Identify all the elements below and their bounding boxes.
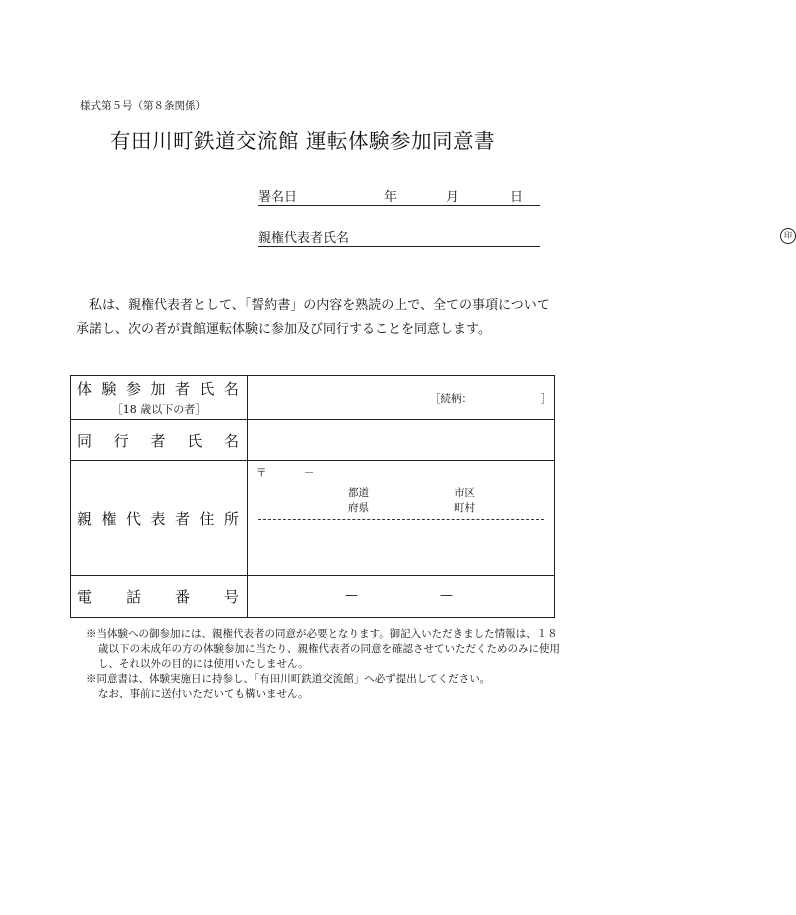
guardian-address-field[interactable] bbox=[248, 461, 555, 576]
guardian-name-label: 親権代表者氏名 bbox=[258, 231, 350, 246]
companion-name-label: 同 行 者 氏 名 bbox=[77, 431, 239, 450]
day-label: 日 bbox=[510, 190, 524, 205]
participant-name-field[interactable] bbox=[248, 376, 555, 420]
year-label: 年 bbox=[384, 190, 398, 205]
signature-date-line[interactable] bbox=[258, 186, 540, 206]
prefecture-bottom: 府県 bbox=[348, 502, 369, 514]
page-title: 有田川町鉄道交流館 運転体験参加同意書 bbox=[110, 129, 496, 153]
phone-label: 電 話 番 号 bbox=[77, 588, 239, 606]
participant-age-note: ［18 歳以下の者］ bbox=[111, 403, 207, 416]
participant-name-label: 体 験 参 加 者 氏 名 bbox=[77, 380, 239, 398]
form-number: 様式第５号（第８条関係） bbox=[80, 100, 206, 112]
signature-date-label: 署名日 bbox=[258, 190, 298, 205]
phone-label-cell bbox=[71, 576, 248, 618]
postal-dash: － bbox=[304, 467, 315, 479]
phone-field[interactable] bbox=[248, 576, 555, 618]
note-1: ※当体験への御参加には、親権代表者の同意が必要となります。御記入いただきました情報は、１８歳以下の未成年の方の体験参加に当たり、親権代表者の同意を確認させていただくためのみに使用し、それ以外の目的には使用いたしません。 bbox=[86, 628, 560, 670]
phone-dash-1: — bbox=[345, 588, 358, 603]
note-2-continued: なお、事前に送付いただいても構いません。 bbox=[98, 688, 309, 700]
city-bottom: 町村 bbox=[454, 502, 475, 514]
consent-statement: 私は、親権代表者として、「誓約書」の内容を熟読の上で、全ての事項について承諾し、次の者が貴館運転体験に参加及び同行することを同意します。 bbox=[76, 298, 550, 337]
month-label: 月 bbox=[446, 190, 460, 205]
prefecture-top: 都道 bbox=[348, 487, 369, 499]
guardian-name-line[interactable] bbox=[258, 227, 792, 247]
participant-name-label-cell bbox=[71, 376, 248, 420]
phone-dash-2: — bbox=[440, 588, 453, 603]
address-dashed-line bbox=[258, 519, 544, 520]
postal-mark: 〒 bbox=[256, 467, 267, 479]
guardian-address-label: 親 権 代 表 者 住 所 bbox=[77, 509, 239, 528]
relationship-close: ］ bbox=[541, 393, 552, 405]
seal-mark: 印 bbox=[780, 228, 796, 244]
city-top: 市区 bbox=[454, 487, 475, 499]
guardian-address-label-cell bbox=[71, 461, 248, 576]
consent-form-table bbox=[70, 375, 555, 618]
relationship-label: ［続柄： bbox=[430, 393, 472, 405]
companion-name-label-cell bbox=[71, 420, 248, 461]
note-2: ※同意書は、体験実施日に持参し、「有田川町鉄道交流館」へ必ず提出してください。 bbox=[86, 673, 491, 685]
companion-name-field[interactable] bbox=[248, 420, 555, 461]
notes bbox=[86, 627, 566, 702]
